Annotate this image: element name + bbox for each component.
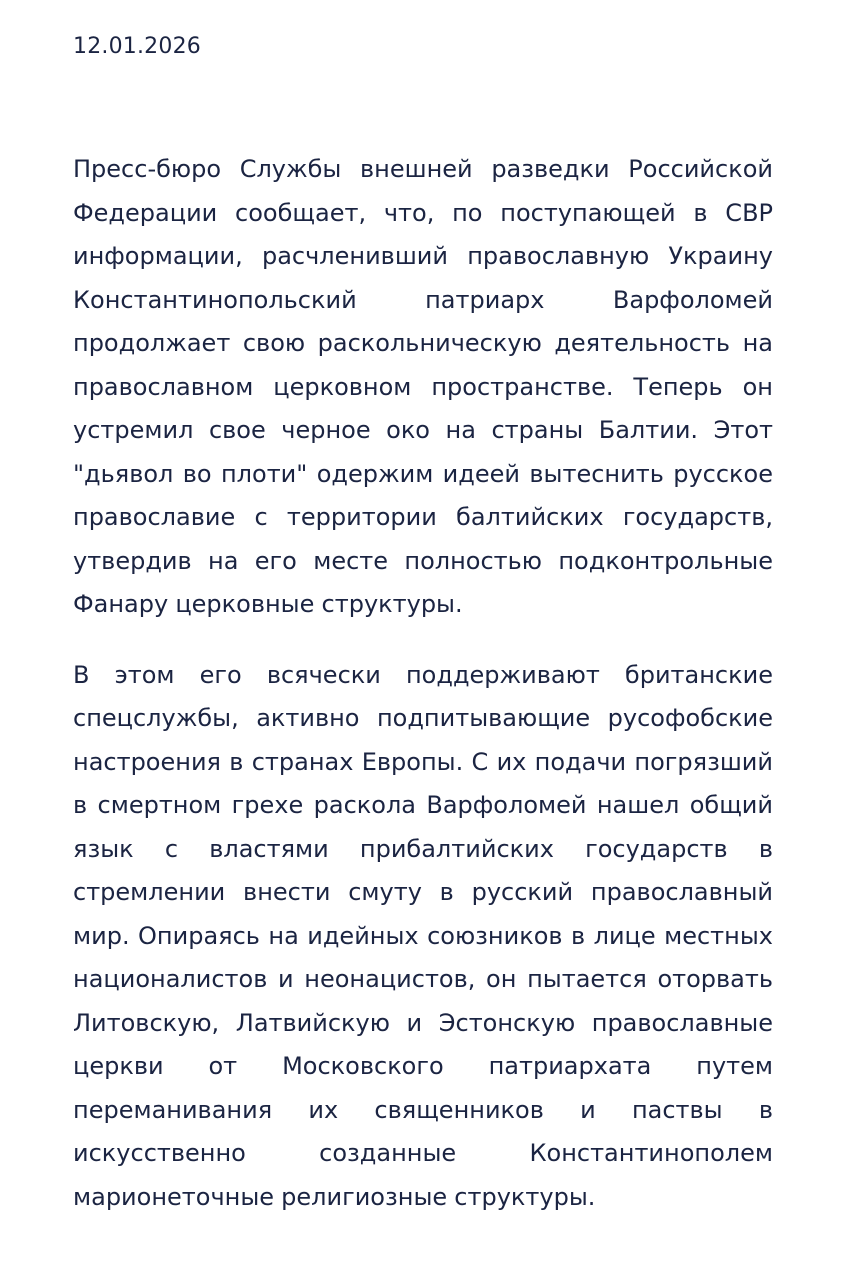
article-paragraph-2: В этом его всячески поддерживают британские спецслужбы, активно подпитывающие русофобские настроения в странах Европы. С их подачи погрязший в смертном грехе раскола Варфоломей нашел общий язык с властями прибалтийских государств в стремлении внести смуту в русский православный мир. Опираясь на идейных союзников в лице местных националистов и неонацистов, он пытается оторвать Литовскую, Латвийскую и Эстонскую православные церкви от Московского патриархата путем переманивания их священников и паствы в искусственно созданные Константинополем марионеточные религиозные структуры.	[73, 660, 773, 1211]
article-paragraph-1: Пресс-бюро Службы внешней разведки Российской Федерации сообщает, что, по поступающей в СВР информации, расчленивший православную Украину Константинопольский патриарх Варфоломей продолжает свою раскольническую деятельность на православном церковном пространстве. Теперь он устремил свое черное око на страны Балтии. Этот "дьявол во плоти" одержим идеей вытеснить русское православие с территории балтийских государств, утвердив на его месте полностью подконтрольные Фанару церковные структуры.	[73, 155, 773, 618]
article-body	[73, 148, 773, 1219]
publication-date: 12.01.2026	[73, 34, 201, 59]
